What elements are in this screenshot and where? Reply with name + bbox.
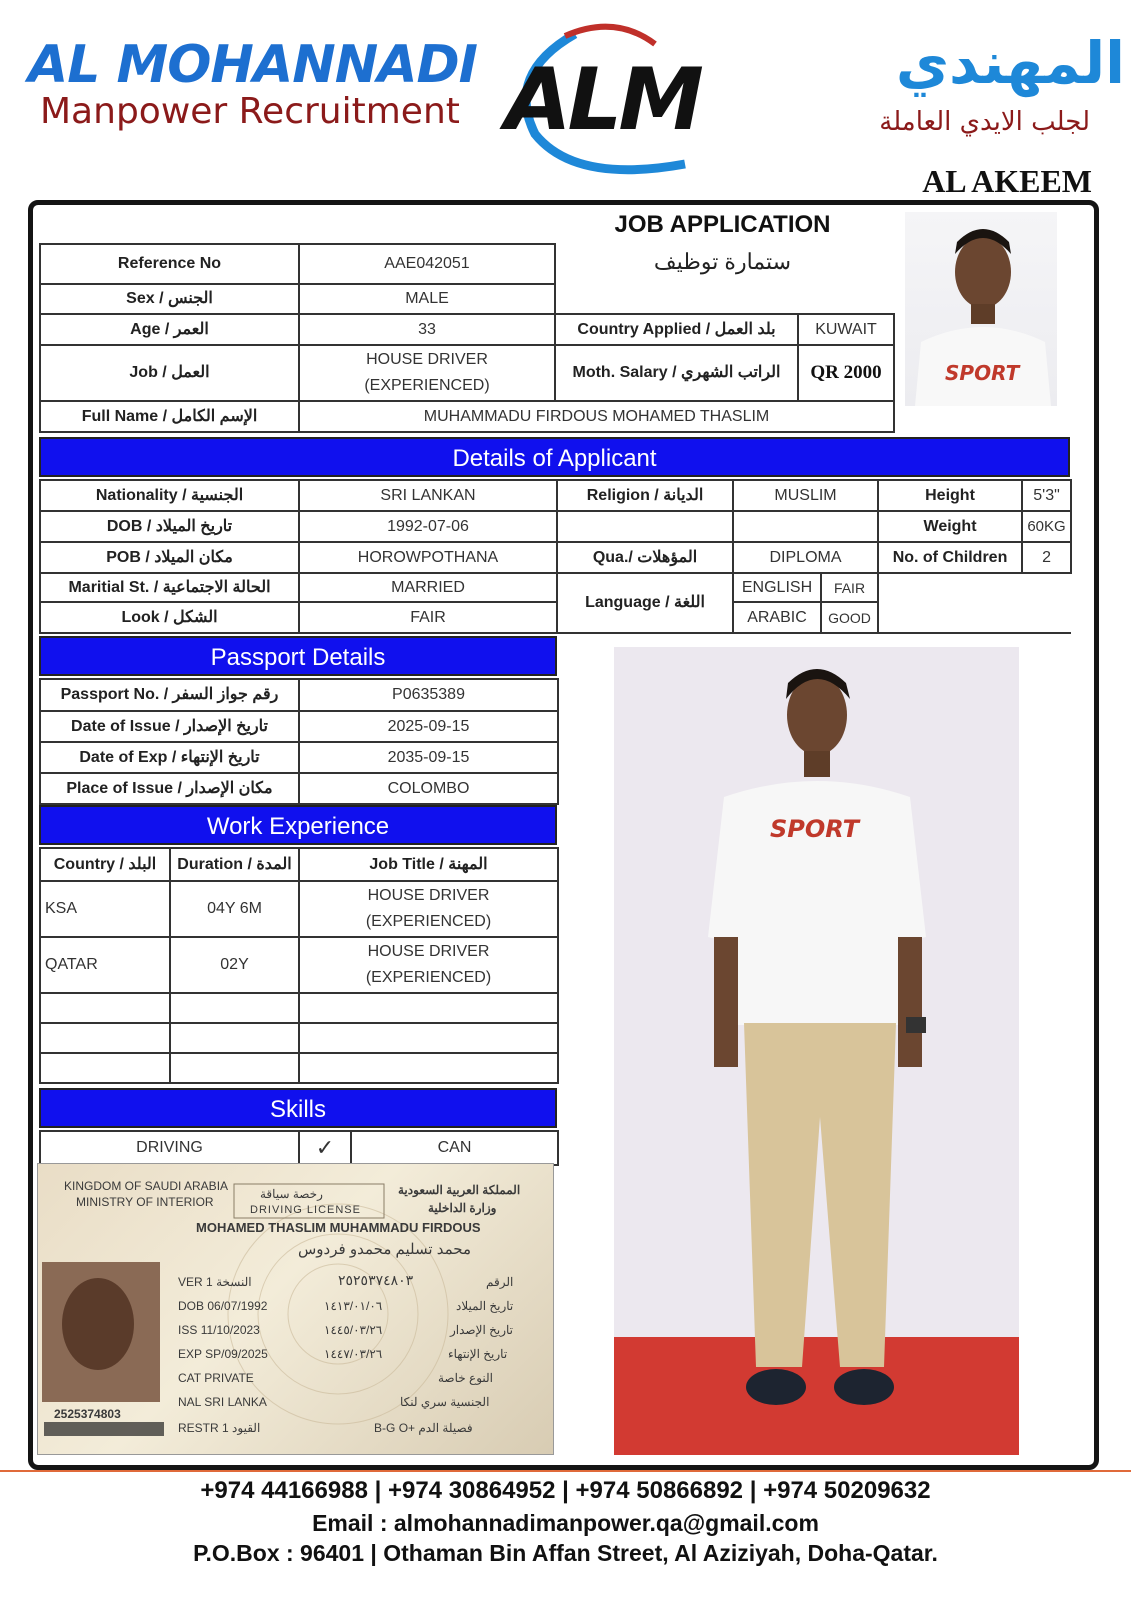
license-restr-row [178, 1420, 260, 1436]
exp-date-value: 2035-09-15 [299, 742, 558, 773]
nal-label: NAL [178, 1395, 201, 1409]
ver-label-ar: النسخة [216, 1275, 252, 1289]
table-row [40, 511, 1071, 542]
footer-divider [0, 1470, 1131, 1472]
weight-value: 60KG [1022, 511, 1071, 542]
job-label: Job / العمل [40, 345, 299, 401]
brand-subtitle-english: Manpower Recruitment [40, 91, 460, 132]
applicant-photo-full [614, 647, 1019, 1455]
skills-table [39, 1130, 559, 1166]
religion-value: MUSLIM [733, 480, 878, 511]
work-title-line2: (EXPERIENCED) [365, 969, 492, 986]
details-of-applicant-heading: Details of Applicant [39, 437, 1070, 477]
marital-label: Maritial St. / الحالة الاجتماعية [40, 573, 299, 602]
table-row [40, 742, 558, 773]
license-ver-row [178, 1274, 252, 1290]
country-column-header: Country / البلد [40, 848, 170, 881]
branch-name: AL AKEEM [922, 163, 1092, 199]
footer-email: Email : almohannadimanpower.qa@gmail.com [312, 1510, 819, 1536]
alm-logo-text: ALM [505, 50, 700, 150]
table-row [40, 345, 894, 401]
passport-no-label: Passport No. / رقم جواز السفر [40, 679, 299, 711]
country-applied-value: KUWAIT [798, 314, 894, 345]
license-id-number: 2525374803 [54, 1407, 121, 1421]
form-title: JOB APPLICATION [614, 211, 831, 238]
height-value: 5'3" [1022, 480, 1071, 511]
job-value [299, 345, 555, 401]
work-title-line1: HOUSE DRIVER [367, 887, 490, 904]
height-label: Height [878, 480, 1022, 511]
applicant-portrait-icon [905, 212, 1057, 406]
look-label: Look / الشكل [40, 602, 299, 633]
applicant-photo-small [905, 212, 1057, 406]
license-dob-row [178, 1298, 267, 1314]
religion-label: Religion / الديانة [557, 480, 733, 511]
table-row [40, 711, 558, 742]
language-2: ARABIC [733, 602, 821, 633]
reference-value: AAE042051 [299, 244, 555, 284]
table-row [40, 848, 558, 881]
table-row [40, 773, 558, 804]
ver-value: 1 [206, 1275, 213, 1289]
details-table [39, 479, 1072, 634]
license-iss-label-ar: تاريخ الإصدار [450, 1323, 514, 1337]
work-experience-heading: Work Experience [39, 805, 557, 845]
language-1-level: FAIR [821, 573, 878, 602]
blood-label-ar: فصيلة الدم [418, 1421, 473, 1435]
work-experience-table [39, 847, 559, 1084]
driving-license-image [37, 1163, 554, 1455]
work-duration: 02Y [170, 937, 299, 993]
license-exp-row [178, 1346, 268, 1362]
reference-label: Reference No [40, 244, 299, 284]
work-country: QATAR [40, 937, 170, 993]
marital-value: MARRIED [299, 573, 557, 602]
restr-label-ar: القيود [232, 1421, 261, 1435]
fullname-value: MUHAMMADU FIRDOUS MOHAMED THASLIM [299, 401, 894, 432]
nal-value: SRI LANKA [204, 1395, 267, 1409]
table-row [40, 1053, 558, 1083]
license-nal-ar: الجنسية سري لنكا [400, 1395, 490, 1409]
license-title-ar: رخصة سياقة [260, 1187, 323, 1201]
job-title-column-header: Job Title / المهنة [299, 848, 558, 881]
ver-label: VER [178, 1275, 203, 1289]
skill-check-icon: ✓ [299, 1131, 351, 1165]
license-name-ar: محمد تسليم محمدو فردوس [298, 1241, 471, 1258]
job-line2: (EXPERIENCED) [364, 377, 490, 394]
license-dob-label-ar: تاريخ الميلاد [456, 1299, 514, 1313]
restr-label: RESTR [178, 1421, 219, 1435]
table-row [40, 937, 558, 993]
license-name-en: MOHAMED THASLIM MUHAMMADU FIRDOUS [196, 1220, 481, 1235]
dob-value: 06/07/1992 [207, 1299, 268, 1313]
work-duration: 04Y 6M [170, 881, 299, 937]
exp-label: EXP [178, 1347, 202, 1361]
salary-value: QR 2000 [798, 345, 894, 401]
weight-label: Weight [878, 511, 1022, 542]
cat-value: PRIVATE [204, 1371, 254, 1385]
iss-label: ISS [178, 1323, 198, 1337]
license-exp-hijri: ١٤٤٧/٠٣/٢٦ [324, 1347, 383, 1361]
table-row [40, 679, 558, 711]
dob-label: DOB [178, 1299, 205, 1313]
license-title-en: DRIVING LICENSE [250, 1204, 361, 1216]
brand-name-arabic: المهندي [895, 29, 1125, 97]
table-row [40, 993, 558, 1023]
pob-label: POB / مكان الميلاد [40, 542, 299, 573]
table-row [40, 573, 1071, 602]
skills-heading: Skills [39, 1088, 557, 1128]
license-kingdom-ar: المملكة العربية السعودية [398, 1183, 521, 1197]
nationality-label: Nationality / الجنسية [40, 480, 299, 511]
table-row [40, 401, 894, 432]
license-ministry-ar: وزارة الداخلية [428, 1201, 497, 1215]
age-label: Age / العمر [40, 314, 299, 345]
license-iss-row [178, 1322, 260, 1338]
job-line1: HOUSE DRIVER [366, 351, 488, 368]
iss-value: 11/10/2023 [200, 1323, 260, 1337]
place-of-issue-label: Place of Issue / مكان الإصدار [40, 773, 299, 804]
license-iss-hijri: ١٤٤٥/٠٣/٢٦ [324, 1323, 383, 1337]
table-row [40, 480, 1071, 511]
work-title-line2: (EXPERIENCED) [365, 913, 492, 930]
age-value: 33 [299, 314, 555, 345]
qualification-label: Qua./ المؤهلات [557, 542, 733, 573]
work-country: KSA [40, 881, 170, 937]
footer-phones: +974 44166988 | +974 30864952 | +974 50866892 | +974 50209632 [200, 1477, 931, 1504]
table-row [40, 542, 1071, 573]
dob-value: 1992-07-06 [299, 511, 557, 542]
blood-value: O+ [398, 1421, 416, 1435]
sport-print: SPORT [945, 361, 1020, 385]
work-job-title [299, 881, 558, 937]
license-dob-hijri: ١٤١٣/٠١/٠٦ [324, 1299, 383, 1313]
fullname-label: Full Name / الإسم الكامل [40, 401, 299, 432]
table-row [40, 1023, 558, 1053]
children-label: No. of Children [878, 542, 1022, 573]
look-value: FAIR [299, 602, 557, 633]
table-row [40, 284, 894, 314]
table-row [40, 1131, 558, 1165]
table-row [40, 244, 894, 284]
nationality-value: SRI LANKAN [299, 480, 557, 511]
work-job-title [299, 937, 558, 993]
license-number-label-ar: الرقم [486, 1275, 514, 1289]
qualification-value: DIPLOMA [733, 542, 878, 573]
table-row [40, 881, 558, 937]
passport-table [39, 678, 559, 805]
license-cat-ar: النوع خاصة [438, 1371, 494, 1385]
sport-print-large: SPORT [770, 815, 860, 843]
sex-value: MALE [299, 284, 555, 314]
dob-label: DOB / تاريخ الميلاد [40, 511, 299, 542]
table-row [40, 314, 894, 345]
brand-subtitle-arabic: لجلب الايدي العاملة [879, 107, 1090, 137]
language-1: ENGLISH [733, 573, 821, 602]
children-value: 2 [1022, 542, 1071, 573]
license-ministry-en: MINISTRY OF INTERIOR [76, 1195, 214, 1209]
duration-column-header: Duration / المدة [170, 848, 299, 881]
exp-value: SP/09/2025 [205, 1347, 268, 1361]
license-nal-row [178, 1394, 267, 1410]
summary-table [39, 243, 895, 433]
passport-no-value: P0635389 [299, 679, 558, 711]
issue-date-value: 2025-09-15 [299, 711, 558, 742]
sex-label: Sex / الجنس [40, 284, 299, 314]
license-kingdom-en: KINGDOM OF SAUDI ARABIA [64, 1179, 229, 1193]
exp-date-label: Date of Exp / تاريخ الإنتهاء [40, 742, 299, 773]
applicant-full-body-icon [614, 647, 1019, 1455]
place-of-issue-value: COLOMBO [299, 773, 558, 804]
license-exp-label-ar: تاريخ الإنتهاء [448, 1347, 508, 1361]
issue-date-label: Date of Issue / تاريخ الإصدار [40, 711, 299, 742]
skill-status: CAN [351, 1131, 558, 1165]
skill-name: DRIVING [40, 1131, 299, 1165]
work-title-line1: HOUSE DRIVER [367, 943, 490, 960]
brand-name-english: AL MOHANNADI [28, 35, 477, 95]
blood-label: B-G [374, 1421, 396, 1435]
form-title-arabic: ستمارة توظيف [653, 249, 792, 274]
country-applied-label: Country Applied / بلد العمل [555, 314, 798, 345]
language-label: Language / اللغة [557, 573, 733, 633]
pob-value: HOROWPOTHANA [299, 542, 557, 573]
language-2-level: GOOD [821, 602, 878, 633]
license-blood-row [374, 1420, 473, 1436]
salary-label: Moth. Salary / الراتب الشهري [555, 345, 798, 401]
license-cat-row [178, 1370, 254, 1386]
license-number-ar-value: ٢٥٢٥٣٧٤٨٠٣ [338, 1272, 414, 1288]
passport-details-heading: Passport Details [39, 636, 557, 676]
cat-label: CAT [178, 1371, 201, 1385]
footer-address: P.O.Box : 96401 | Othaman Bin Affan Street, Al Aziziyah, Doha-Qatar. [193, 1540, 938, 1566]
restr-value: 1 [222, 1421, 229, 1435]
